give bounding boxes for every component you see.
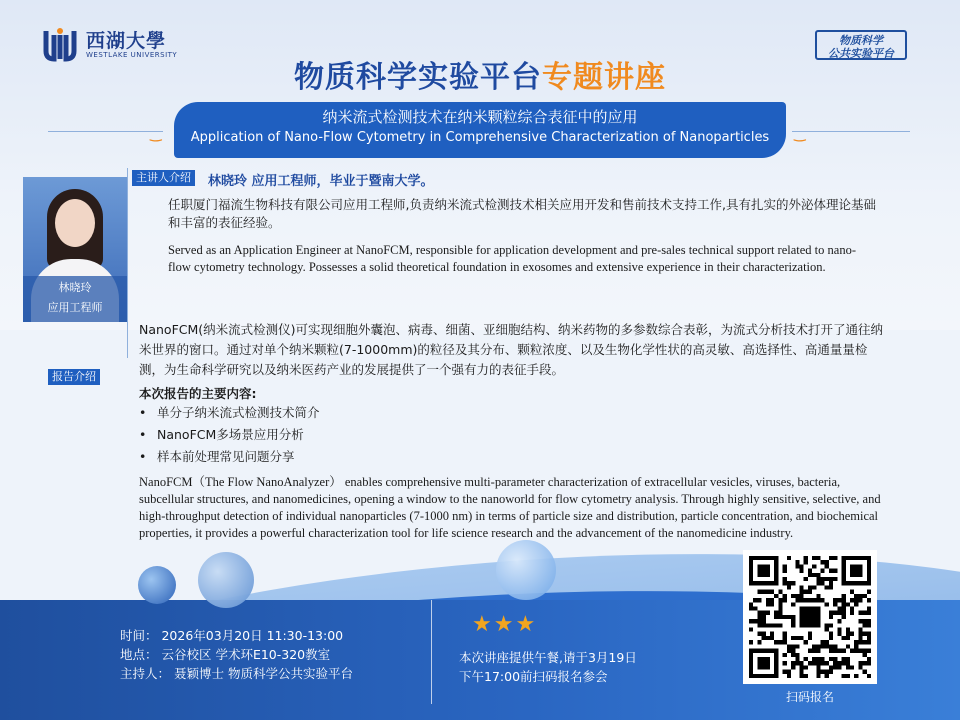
qr-code-icon <box>749 556 871 678</box>
list-item <box>139 448 320 470</box>
report-intro-cn: NanoFCM(纳米流式检测仪)可实现细胞外囊泡、病毒、细菌、亚细胞结构、纳米药物的多参数综合表彰，为流式分析技术打开了通往纳米世界的窗口。通过对单个纳米颗粒(7-1000mm)的粒径及其分布、颗粒浓度、以及生物化学性状的高灵敏、高选择性、高通量量检测，为生命科学研究以及纳米医药产业的发展提供了一个强有力的表征手段。 <box>139 322 884 377</box>
page-title <box>0 52 960 96</box>
decor-sphere <box>198 552 254 608</box>
list-item-text: 单分子纳米流式检测技术简介 <box>157 405 320 420</box>
page-title-main: 物质科学实验平台 <box>294 60 542 95</box>
list-item <box>139 426 320 448</box>
logo-text-en: WESTLAKE UNIVERSITY <box>86 51 178 59</box>
section-divider <box>127 168 128 358</box>
divider <box>48 131 163 132</box>
lunch-note-line2: 下午17:00前扫码报名参会 <box>459 669 608 684</box>
divider-dot: ‿ <box>794 126 806 142</box>
divider <box>792 131 910 132</box>
bullet-icon: • <box>139 449 147 464</box>
decor-sphere <box>496 540 556 600</box>
footer-divider <box>431 600 432 704</box>
bullet-icon: • <box>139 427 147 442</box>
badge-line2: 公共实验平台 <box>828 47 894 60</box>
list-item-text: NanoFCM多场景应用分析 <box>157 427 304 442</box>
lecture-title-banner <box>174 102 786 158</box>
logo-text-cn: 西湖大學 <box>86 30 167 52</box>
event-time: 时间： 2026年03月20日 11:30-13:00 <box>120 628 344 643</box>
speaker-photo-name: 林晓玲 <box>58 281 92 294</box>
page-title-highlight: 专题讲座 <box>542 60 666 95</box>
speaker-headline: 林晓玲 应用工程师，毕业于暨南大学。 <box>208 174 434 189</box>
lecture-title-en: Application of Nano-Flow Cytometry in Comprehensive Characterization of Nanoparticles <box>190 130 770 145</box>
report-contents-list <box>139 404 320 470</box>
stars-icon: ★★★ <box>472 612 538 637</box>
lunch-note <box>459 648 637 686</box>
event-place: 地点： 云谷校区 学术环E10-320教室 <box>120 647 331 662</box>
event-info <box>120 626 353 683</box>
speaker-section-tag: 主讲人介绍 <box>132 170 195 186</box>
qr-caption: 扫码报名 <box>785 690 834 704</box>
decor-sphere <box>138 566 176 604</box>
report-section-tag: 报告介绍 <box>48 369 100 385</box>
registration-qr-code[interactable] <box>743 550 877 684</box>
speaker-photo <box>23 177 127 322</box>
report-intro-en: NanoFCM（The Flow NanoAnalyzer） enables comprehensive multi-parameter characterization of extracellular vesicles, viruses, bacteria, subcellular structures, and nanomedicines, opening a window to the nanoworld for flow cytometry analysis. Through highly sensitive, selective, and high-throughput detection of individual nanoparticles (7-1000 nm) in terms of particle size and distribution, particle concentration, and biochemical properties, it provides a powerful characterization tool for life science research and the advancement of the nanomedicine industry. <box>139 475 881 540</box>
bullet-icon: • <box>139 405 147 420</box>
list-item-text: 样本前处理常见问题分享 <box>157 449 295 464</box>
speaker-bio-en: Served as an Application Engineer at NanoFCM, responsible for application development and pre-sales technical support related to nano-flow cytometry technology. Possesses a solid theoretical foundation in exosomes and extensive experience in their characterization. <box>168 243 856 274</box>
divider-dot: ‿ <box>150 126 162 142</box>
list-item <box>139 404 320 426</box>
speaker-bio-cn: 任职厦门福流生物科技有限公司应用工程师,负责纳米流式检测技术相关应用开发和售前技术支持工作,具有扎实的外泌体理论基础和丰富的表征经验。 <box>168 197 876 230</box>
speaker-photo-caption <box>23 276 127 322</box>
lecture-title-cn: 纳米流式检测技术在纳米颗粒综合表征中的应用 <box>322 108 638 126</box>
badge-line1: 物质科学 <box>839 34 883 47</box>
speaker-photo-title: 应用工程师 <box>47 301 103 314</box>
report-contents-heading: 本次报告的主要内容: <box>139 386 257 401</box>
lunch-note-line1: 本次讲座提供午餐,请于3月19日 <box>459 650 637 665</box>
event-host: 主持人： 聂颖博士 物质科学公共实验平台 <box>120 666 353 681</box>
